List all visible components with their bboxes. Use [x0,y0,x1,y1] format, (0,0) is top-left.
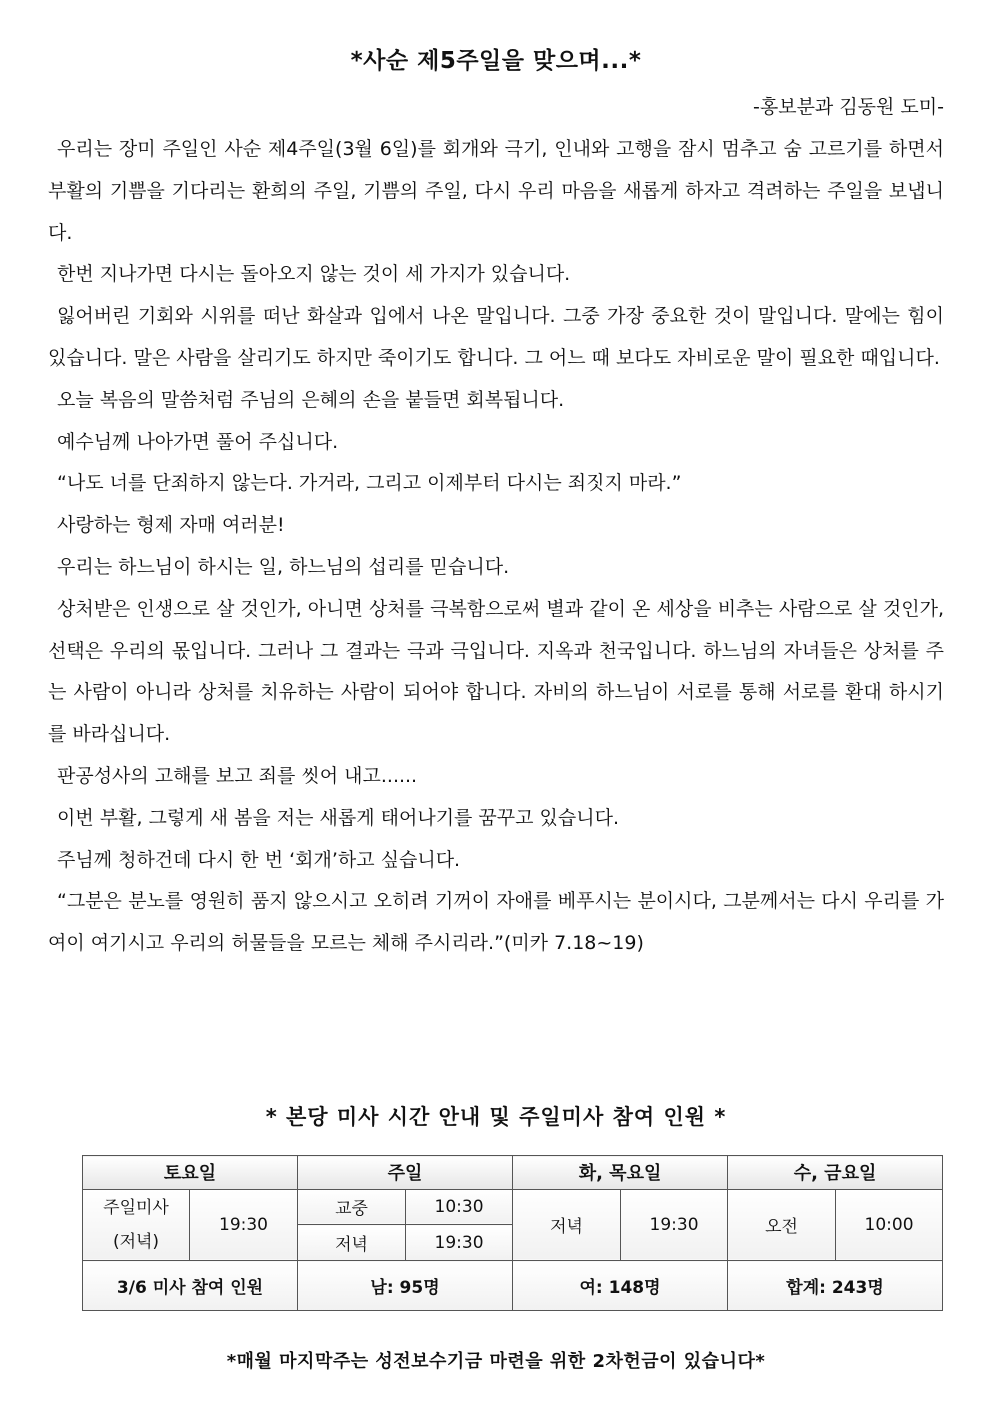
paragraph: “나도 너를 단죄하지 않는다. 가거라, 그리고 이제부터 다시는 죄짓지 마라.” [57,472,682,495]
schedule-header-row [83,1156,943,1190]
saturday-label-line2: (저녁) [112,1231,160,1252]
attendance-row [83,1261,943,1311]
attendance-female: 여: 148명 [513,1261,728,1311]
paragraph: 사랑하는 형제 자매 여러분! [57,514,285,537]
header-saturday: 토요일 [83,1156,298,1190]
paragraph: 상처받은 인생으로 살 것인가, 아니면 상처를 극복함으로써 별과 같이 온 세상을 비추는 사람으로 살 것인가, 선택은 우리의 몫입니다. 그러나 그 결과는 극과 극입니다. 지옥과 천국입니다. 하느님의 자녀들은 상처를 주는 사람이 아니라 상처를 치유하는 사람이 되어야 합니다. 자비의 하느님이 서로를 통해 서로를 환대 하시기를 바라십니다. [48,597,944,746]
paragraph: 우리는 장미 주일인 사순 제4주일(3월 6일)를 회개와 극기, 인내와 고행을 잠시 멈추고 숨 고르기를 하면서 부활의 기쁨을 기다리는 환희의 주일, 기쁨의 주일, 다시 우리 마음을 새롭게 하자고 격려하는 주일을 보냅니다. [48,138,944,244]
paragraph: 잃어버린 기회와 시위를 떠난 화살과 입에서 나온 말입니다. 그중 가장 중요한 것이 말입니다. 말에는 힘이 있습니다. 말은 사람을 살리기도 하지만 죽이기도 합니다. 그 어느 때 보다도 자비로운 말이 필요한 때입니다. [48,305,944,369]
paragraph: 주님께 청하건데 다시 한 번 ‘회개’하고 싶습니다. [57,848,461,871]
mass-schedule-title: * 본당 미사 시간 안내 및 주일미사 참여 인원 * [265,1105,727,1129]
header-sunday: 주일 [298,1156,513,1190]
attendance-label: 3/6 미사 참여 인원 [83,1261,298,1311]
paragraph: “그분은 분노를 영원히 품지 않으시고 오히려 기꺼이 자애를 베푸시는 분이시다, 그분께서는 다시 우리를 가여이 여기시고 우리의 허물들을 모르는 체해 주시리라.”(미카 7.18~19) [48,890,944,955]
paragraph: 오늘 복음의 말씀처럼 주님의 은혜의 손을 붙들면 회복됩니다. [57,388,565,411]
mass-schedule-table [82,1155,943,1311]
paragraph: 이번 부활, 그렇게 새 봄을 저는 새롭게 태어나기를 꿈꾸고 있습니다. [57,806,619,829]
author-byline: -홍보분과 김동원 도미- [753,96,944,118]
page-title: *사순 제5주일을 맞으며...* [350,48,642,74]
article-body [48,129,944,965]
header-tue-thu: 화, 목요일 [513,1156,728,1190]
attendance-total: 합계: 243명 [728,1261,943,1311]
saturday-mass-label [83,1189,190,1260]
tue-thu-mass-label: 저녁 [513,1189,621,1260]
sunday-evening-label: 저녁 [298,1225,406,1261]
paragraph: 한번 지나가면 다시는 돌아오지 않는 것이 세 가지가 있습니다. [57,263,571,286]
tue-thu-mass-time: 19:30 [621,1189,728,1260]
sunday-mass-label: 교중 [298,1189,406,1225]
footer-note: *매월 마지막주는 성전보수기금 마련을 위한 2차헌금이 있습니다* [226,1351,766,1372]
sunday-evening-time: 19:30 [406,1225,513,1261]
saturday-mass-time: 19:30 [190,1189,298,1260]
paragraph: 우리는 하느님이 하시는 일, 하느님의 섭리를 믿습니다. [57,555,510,578]
paragraph: 예수님께 나아가면 풀어 주십니다. [57,430,339,453]
paragraph: 판공성사의 고해를 보고 죄를 씻어 내고...... [57,764,418,787]
saturday-label-line1: 주일미사 [103,1197,169,1218]
wed-fri-mass-time: 10:00 [836,1189,943,1260]
wed-fri-mass-label: 오전 [728,1189,836,1260]
schedule-row [83,1189,943,1225]
sunday-mass-time: 10:30 [406,1189,513,1225]
header-wed-fri: 수, 금요일 [728,1156,943,1190]
attendance-male: 남: 95명 [298,1261,513,1311]
